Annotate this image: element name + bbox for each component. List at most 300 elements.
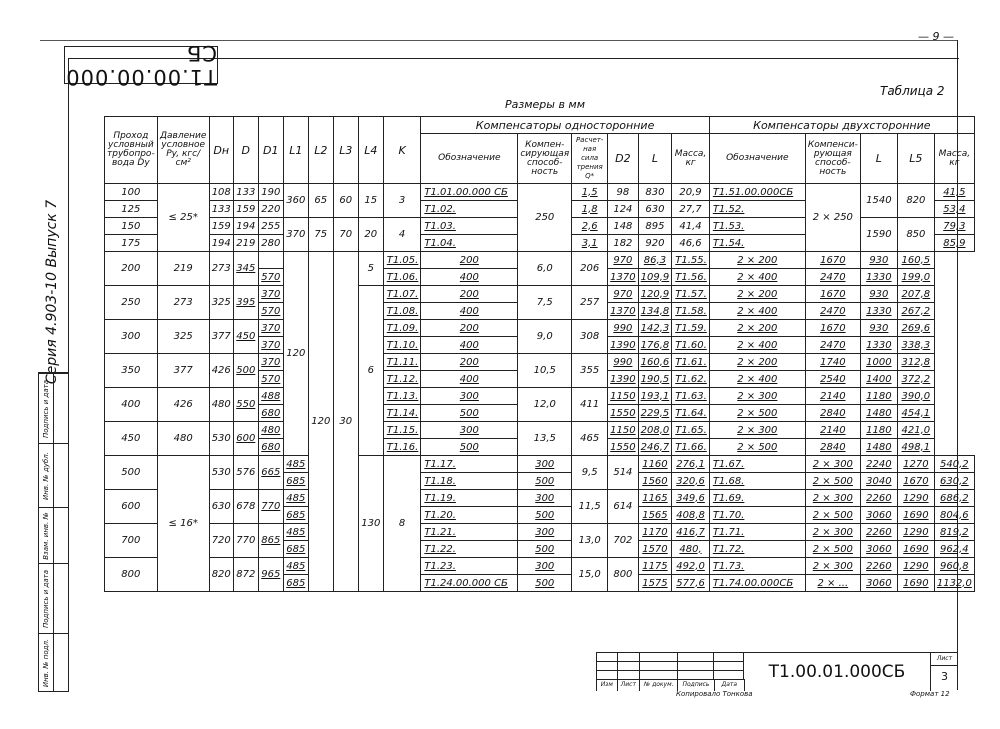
- cell-dn: 133: [209, 201, 233, 218]
- cell-l1: 488: [258, 388, 283, 405]
- cell-l4: 30: [333, 252, 358, 592]
- cell-l: 1390: [608, 337, 638, 354]
- cell-q: 9,5: [572, 456, 608, 490]
- header-dy: Проход условный трубопро-вода Dy: [105, 117, 158, 184]
- cell-komp: 200: [421, 320, 518, 337]
- cell-l: 630: [638, 201, 672, 218]
- header-l2: L2: [308, 117, 333, 184]
- cell-oboz: Т1.19.: [421, 490, 518, 507]
- cell-komp2: 2 × 200: [709, 354, 805, 371]
- cell-l: 1570: [638, 541, 672, 558]
- cell-d: 426: [209, 354, 233, 388]
- cell-oboz2: Т1.60.: [672, 337, 710, 354]
- cell-l4: 20: [358, 218, 383, 252]
- cell-d1: 965: [258, 558, 283, 592]
- cell-dn: 820: [209, 558, 233, 592]
- cell-l: 1165: [638, 490, 672, 507]
- cell-oboz2: Т1.73.: [709, 558, 805, 575]
- cell-komp: 200: [421, 252, 518, 269]
- cell-mass2: 630,2: [934, 473, 974, 490]
- cell-l5: 1000: [860, 354, 897, 371]
- cell-l: 1150: [608, 422, 638, 439]
- cell-l4: 15: [358, 184, 383, 218]
- cell-mass2: 269,6: [897, 320, 934, 337]
- cell-d2: 411: [572, 388, 608, 422]
- cell-d2: 614: [608, 490, 638, 524]
- table-row: [105, 490, 975, 507]
- cell-komp2: 2 × 200: [709, 320, 805, 337]
- cell-komp2: 2 × 400: [709, 337, 805, 354]
- cell-dn: 426: [157, 388, 209, 422]
- stamp-box: [64, 41, 218, 89]
- stamp-code: Т1.00.00.000 СБ: [65, 41, 217, 89]
- cell-d: 219: [233, 235, 258, 252]
- header-l1: L1: [283, 117, 308, 184]
- tb-head: Подпись: [678, 679, 714, 691]
- cell-dy: 250: [105, 286, 158, 320]
- cell-mass: 27,7: [672, 201, 710, 218]
- strip-label: Инв. № подл.: [42, 638, 50, 688]
- cell-l: 1565: [638, 507, 672, 524]
- cell-oboz: Т1.23.: [421, 558, 518, 575]
- cell-d1: 865: [258, 524, 283, 558]
- cell-l5: 1180: [860, 422, 897, 439]
- cell-d: 576: [233, 456, 258, 490]
- cell-oboz2: Т1.52.: [709, 201, 805, 218]
- cell-l5: 1690: [897, 575, 934, 592]
- cell-l-two: 2470: [805, 269, 860, 286]
- cell-dy: 350: [105, 354, 158, 388]
- cell-l5: 1480: [860, 405, 897, 422]
- cell-dy: 500: [105, 456, 158, 490]
- cell-l5: 1290: [897, 524, 934, 541]
- cell-l5: 1180: [860, 388, 897, 405]
- cell-d1: 550: [233, 388, 258, 422]
- cell-l5: 1290: [897, 490, 934, 507]
- cell-komp: 300: [518, 456, 572, 473]
- header-mass1: Масса, кг: [672, 134, 710, 184]
- cell-l: 970: [608, 286, 638, 303]
- cell-l5: 1330: [860, 269, 897, 286]
- cell-oboz2: Т1.51.00.000СБ: [709, 184, 805, 201]
- cell-l2: 130: [358, 456, 383, 592]
- table-row: [105, 456, 975, 473]
- cell-l1: 370: [283, 218, 308, 252]
- cell-mass2: 498,1: [897, 439, 934, 456]
- cell-mass2: 207,8: [897, 286, 934, 303]
- cell-l5: 1330: [860, 303, 897, 320]
- cell-d1: 190: [258, 184, 283, 201]
- cell-l-two: 1540: [860, 184, 897, 218]
- cell-dn: 480: [157, 422, 209, 456]
- cell-komp2: 2 × 300: [805, 524, 860, 541]
- cell-d: 194: [233, 218, 258, 235]
- cell-dn: 377: [157, 354, 209, 388]
- strip-cell: [39, 443, 69, 508]
- cell-mass2: 267,2: [897, 303, 934, 320]
- cell-l1: 570: [258, 269, 283, 286]
- cell-d2: 308: [572, 320, 608, 354]
- cell-l-two: 2140: [805, 388, 860, 405]
- strip-cell: [39, 373, 69, 444]
- cell-l: 1390: [608, 371, 638, 388]
- cell-l1: 485: [283, 456, 308, 473]
- cell-mass2: 338,3: [897, 337, 934, 354]
- cell-komp: 250: [518, 184, 572, 252]
- cell-d1: 255: [258, 218, 283, 235]
- cell-l5: 850: [897, 218, 934, 252]
- strip-label: Взам. инв. №: [42, 512, 50, 560]
- cell-dy: 150: [105, 218, 158, 235]
- table-row: [105, 252, 975, 269]
- cell-l5: 820: [897, 184, 934, 218]
- cell-mass: 160,6: [638, 354, 672, 371]
- cell-dy: 800: [105, 558, 158, 592]
- cell-l: 895: [638, 218, 672, 235]
- cell-dn: 273: [157, 286, 209, 320]
- cell-l: 920: [638, 235, 672, 252]
- document-code: Т1.00.01.000СБ: [768, 662, 906, 682]
- cell-d1: 450: [233, 320, 258, 354]
- cell-oboz2: Т1.61.: [672, 354, 710, 371]
- sheet-label: Лист: [931, 653, 958, 666]
- cell-mass: 41,4: [672, 218, 710, 235]
- cell-komp2: 2 × 250: [805, 184, 860, 252]
- cell-l5: 930: [860, 320, 897, 337]
- cell-l2: 65: [308, 184, 333, 218]
- cell-l5: 930: [860, 286, 897, 303]
- cell-d: 480: [209, 388, 233, 422]
- cell-oboz: Т1.08.: [383, 303, 421, 320]
- cell-dn: 108: [209, 184, 233, 201]
- cell-oboz2: Т1.74.00.000СБ: [709, 575, 805, 592]
- cell-oboz2: Т1.65.: [672, 422, 710, 439]
- header-l-two: L: [860, 134, 897, 184]
- table-row: [105, 354, 975, 371]
- strip-label: Подпись и дата: [42, 380, 50, 438]
- cell-l: 1370: [608, 269, 638, 286]
- cell-d2: 702: [608, 524, 638, 558]
- cell-d: 377: [209, 320, 233, 354]
- cell-oboz: Т1.02.: [421, 201, 518, 218]
- cell-d1: 770: [258, 490, 283, 524]
- header-k: K: [383, 117, 421, 184]
- cell-oboz2: Т1.72.: [709, 541, 805, 558]
- cell-mass: 190,5: [638, 371, 672, 388]
- cell-oboz: Т1.03.: [421, 218, 518, 235]
- cell-oboz2: Т1.67.: [709, 456, 805, 473]
- table-caption: Таблица 2: [880, 84, 945, 98]
- cell-l1: 685: [283, 507, 308, 524]
- cell-komp: 500: [421, 439, 518, 456]
- cell-komp: 300: [518, 490, 572, 507]
- cell-l5: 1690: [897, 507, 934, 524]
- cell-l3: 70: [333, 218, 358, 252]
- cell-l-two: 3060: [860, 507, 897, 524]
- cell-l: 1170: [638, 524, 672, 541]
- cell-l5: 930: [860, 252, 897, 269]
- cell-oboz2: Т1.68.: [709, 473, 805, 490]
- cell-l5: 1400: [860, 371, 897, 388]
- cell-l1: 685: [283, 473, 308, 490]
- cell-komp: 500: [421, 405, 518, 422]
- cell-l1: 485: [283, 490, 308, 507]
- cell-dy: 100: [105, 184, 158, 201]
- cell-mass: 193,1: [638, 388, 672, 405]
- cell-mass2: 421,0: [897, 422, 934, 439]
- header-d: D: [233, 117, 258, 184]
- cell-komp2: 2 × 300: [805, 456, 860, 473]
- cell-l2: 120: [283, 252, 308, 456]
- header-d2: D2: [608, 134, 638, 184]
- cell-komp2: 2 × 400: [709, 371, 805, 388]
- dims-caption: Размеры в мм: [505, 98, 586, 111]
- cell-mass: 134,8: [638, 303, 672, 320]
- left-strip: [38, 372, 69, 692]
- cell-l1: 680: [258, 405, 283, 422]
- cell-oboz2: Т1.58.: [672, 303, 710, 320]
- cell-d: 159: [233, 201, 258, 218]
- cell-komp: 300: [421, 422, 518, 439]
- cell-dn: 720: [209, 524, 233, 558]
- cell-oboz: Т1.01.00.000 СБ: [421, 184, 518, 201]
- cell-d: 872: [233, 558, 258, 592]
- cell-oboz2: Т1.57.: [672, 286, 710, 303]
- cell-mass2: 960,8: [934, 558, 974, 575]
- cell-q: 9,0: [518, 320, 572, 354]
- header-l3: L3: [333, 117, 358, 184]
- cell-mass2: 962,4: [934, 541, 974, 558]
- cell-d2: 514: [608, 456, 638, 490]
- cell-komp2: 2 × 500: [709, 405, 805, 422]
- cell-l1: 370: [258, 320, 283, 337]
- cell-oboz2: Т1.70.: [709, 507, 805, 524]
- cell-mass: 46,6: [672, 235, 710, 252]
- cell-d: 530: [209, 422, 233, 456]
- cell-l5: 1480: [860, 439, 897, 456]
- cell-l5: 1290: [897, 558, 934, 575]
- cell-py: ≤ 25*: [157, 184, 209, 252]
- header-dn: Dн: [209, 117, 233, 184]
- cell-l: 1550: [608, 439, 638, 456]
- header-oboz2: Обозначение: [709, 134, 805, 184]
- cell-l: 1575: [638, 575, 672, 592]
- cell-komp2: 2 × 300: [805, 558, 860, 575]
- cell-mass2: 160,5: [897, 252, 934, 269]
- cell-oboz: Т1.17.: [421, 456, 518, 473]
- cell-l: 1550: [608, 405, 638, 422]
- cell-komp: 500: [518, 507, 572, 524]
- cell-dn: 194: [209, 235, 233, 252]
- cell-mass2: 41,5: [934, 184, 974, 201]
- cell-l5: 1270: [897, 456, 934, 473]
- cell-oboz2: Т1.54.: [709, 235, 805, 252]
- cell-l: 990: [608, 354, 638, 371]
- cell-d1: 665: [258, 456, 283, 490]
- cell-oboz: Т1.18.: [421, 473, 518, 490]
- cell-mass2: 819,2: [934, 524, 974, 541]
- cell-q: 1,5: [572, 184, 608, 201]
- table-row: [105, 320, 975, 337]
- cell-q: 3,1: [572, 235, 608, 252]
- cell-mass2: 79,3: [934, 218, 974, 235]
- cell-mass: 120,9: [638, 286, 672, 303]
- strip-cell: [39, 563, 69, 634]
- cell-oboz2: Т1.66.: [672, 439, 710, 456]
- cell-komp2: 2 × 500: [805, 473, 860, 490]
- cell-dy: 300: [105, 320, 158, 354]
- cell-komp: 400: [421, 269, 518, 286]
- cell-l-two: 1670: [805, 252, 860, 269]
- cell-q: 13,0: [572, 524, 608, 558]
- cell-dy: 700: [105, 524, 158, 558]
- cell-l1: 370: [258, 337, 283, 354]
- cell-l1: 685: [283, 541, 308, 558]
- cell-l: 1160: [638, 456, 672, 473]
- cell-oboz: Т1.15.: [383, 422, 421, 439]
- cell-oboz: Т1.06.: [383, 269, 421, 286]
- cell-q: 2,6: [572, 218, 608, 235]
- cell-q: 7,5: [518, 286, 572, 320]
- cell-l1: 485: [283, 558, 308, 575]
- cell-l: 1150: [608, 388, 638, 405]
- cell-l2: 75: [308, 218, 333, 252]
- cell-komp: 400: [421, 303, 518, 320]
- cell-d: 273: [209, 252, 233, 286]
- cell-l1: 360: [283, 184, 308, 218]
- cell-d2: 148: [608, 218, 638, 235]
- cell-oboz: Т1.10.: [383, 337, 421, 354]
- cell-q: 13,5: [518, 422, 572, 456]
- cell-d2: 98: [608, 184, 638, 201]
- cell-komp2: 2 × 300: [709, 388, 805, 405]
- cell-q: 15,0: [572, 558, 608, 592]
- cell-oboz: Т1.11.: [383, 354, 421, 371]
- cell-oboz2: Т1.56.: [672, 269, 710, 286]
- cell-d: 133: [233, 184, 258, 201]
- header-l5: L5: [897, 134, 934, 184]
- header-sila: Расчет-ная сила трения Q*: [572, 134, 608, 184]
- cell-l1: 685: [283, 575, 308, 592]
- cell-oboz: Т1.13.: [383, 388, 421, 405]
- cell-dy: 175: [105, 235, 158, 252]
- cell-komp: 400: [421, 337, 518, 354]
- cell-oboz: Т1.04.: [421, 235, 518, 252]
- compensator-table: [104, 116, 975, 592]
- cell-l1: 370: [258, 354, 283, 371]
- strip-cell: [39, 507, 69, 564]
- strip-cell: [39, 633, 69, 692]
- cell-l: 1175: [638, 558, 672, 575]
- cell-komp2: 2 × ...: [805, 575, 860, 592]
- cell-oboz: Т1.21.: [421, 524, 518, 541]
- cell-d2: 800: [608, 558, 638, 592]
- cell-k: 8: [383, 456, 421, 592]
- table-row: [105, 388, 975, 405]
- cell-l-two: 2240: [860, 456, 897, 473]
- cell-oboz2: Т1.55.: [672, 252, 710, 269]
- cell-k: 3: [383, 184, 421, 218]
- cell-l1: 570: [258, 303, 283, 320]
- cell-l3: 60: [333, 184, 358, 218]
- cell-komp: 300: [518, 558, 572, 575]
- cell-l-two: 2840: [805, 405, 860, 422]
- header-oboz1: Обозначение: [421, 134, 518, 184]
- cell-komp2: 2 × 400: [709, 303, 805, 320]
- cell-oboz: Т1.12.: [383, 371, 421, 388]
- cell-komp: 500: [518, 473, 572, 490]
- strip-label: Подпись и дата: [42, 570, 50, 628]
- table-row: [105, 524, 975, 541]
- cell-dy: 600: [105, 490, 158, 524]
- page-mark: — 9 —: [918, 30, 954, 43]
- cell-l: 1370: [608, 303, 638, 320]
- table-row: [105, 184, 975, 201]
- cell-mass: 229,5: [638, 405, 672, 422]
- cell-mass: 20,9: [672, 184, 710, 201]
- cell-mass: 416,7: [672, 524, 710, 541]
- tb-head: Изм: [597, 679, 618, 691]
- cell-l-two: 2260: [860, 558, 897, 575]
- cell-mass2: 686,2: [934, 490, 974, 507]
- cell-l1: 485: [283, 524, 308, 541]
- cell-l-two: 2140: [805, 422, 860, 439]
- footer-copied: Копировало Тонкова: [676, 690, 753, 698]
- cell-d: 678: [233, 490, 258, 524]
- cell-mass: 109,9: [638, 269, 672, 286]
- cell-komp2: 2 × 200: [709, 286, 805, 303]
- cell-mass2: 1132,0: [934, 575, 974, 592]
- header-one-side: Компенсаторы односторонние: [421, 117, 709, 134]
- cell-dy: 450: [105, 422, 158, 456]
- cell-l5: 1690: [897, 541, 934, 558]
- cell-d1: 395: [233, 286, 258, 320]
- cell-q: 12,0: [518, 388, 572, 422]
- cell-l5: 1670: [897, 473, 934, 490]
- cell-mass: 276,1: [672, 456, 710, 473]
- strip-label: Инв. № дубл.: [42, 452, 50, 500]
- cell-d: 770: [233, 524, 258, 558]
- header-l4: L4: [358, 117, 383, 184]
- cell-d2: 355: [572, 354, 608, 388]
- cell-k: 4: [383, 218, 421, 252]
- cell-oboz: Т1.20.: [421, 507, 518, 524]
- cell-l-two: 2540: [805, 371, 860, 388]
- header-komp1: Компен-сирующая способ-ность: [518, 134, 572, 184]
- tb-head: № докум.: [640, 679, 678, 691]
- cell-komp2: 2 × 300: [709, 422, 805, 439]
- cell-py: ≤ 16*: [157, 456, 209, 592]
- cell-mass: 320,6: [672, 473, 710, 490]
- cell-l-two: 2260: [860, 524, 897, 541]
- cell-dy: 125: [105, 201, 158, 218]
- cell-oboz2: Т1.64.: [672, 405, 710, 422]
- header-mass2: Масса, кг: [934, 134, 974, 184]
- cell-l-two: 2260: [860, 490, 897, 507]
- cell-mass: 142,3: [638, 320, 672, 337]
- cell-l-two: 1670: [805, 320, 860, 337]
- cell-k: 6: [358, 286, 383, 456]
- cell-d2: 206: [572, 252, 608, 286]
- cell-l-two: 3060: [860, 541, 897, 558]
- cell-komp: 300: [421, 388, 518, 405]
- cell-l-two: 2840: [805, 439, 860, 456]
- cell-komp: 200: [421, 354, 518, 371]
- title-block: [596, 652, 958, 691]
- cell-mass2: 312,8: [897, 354, 934, 371]
- cell-oboz2: Т1.71.: [709, 524, 805, 541]
- cell-komp2: 2 × 300: [805, 490, 860, 507]
